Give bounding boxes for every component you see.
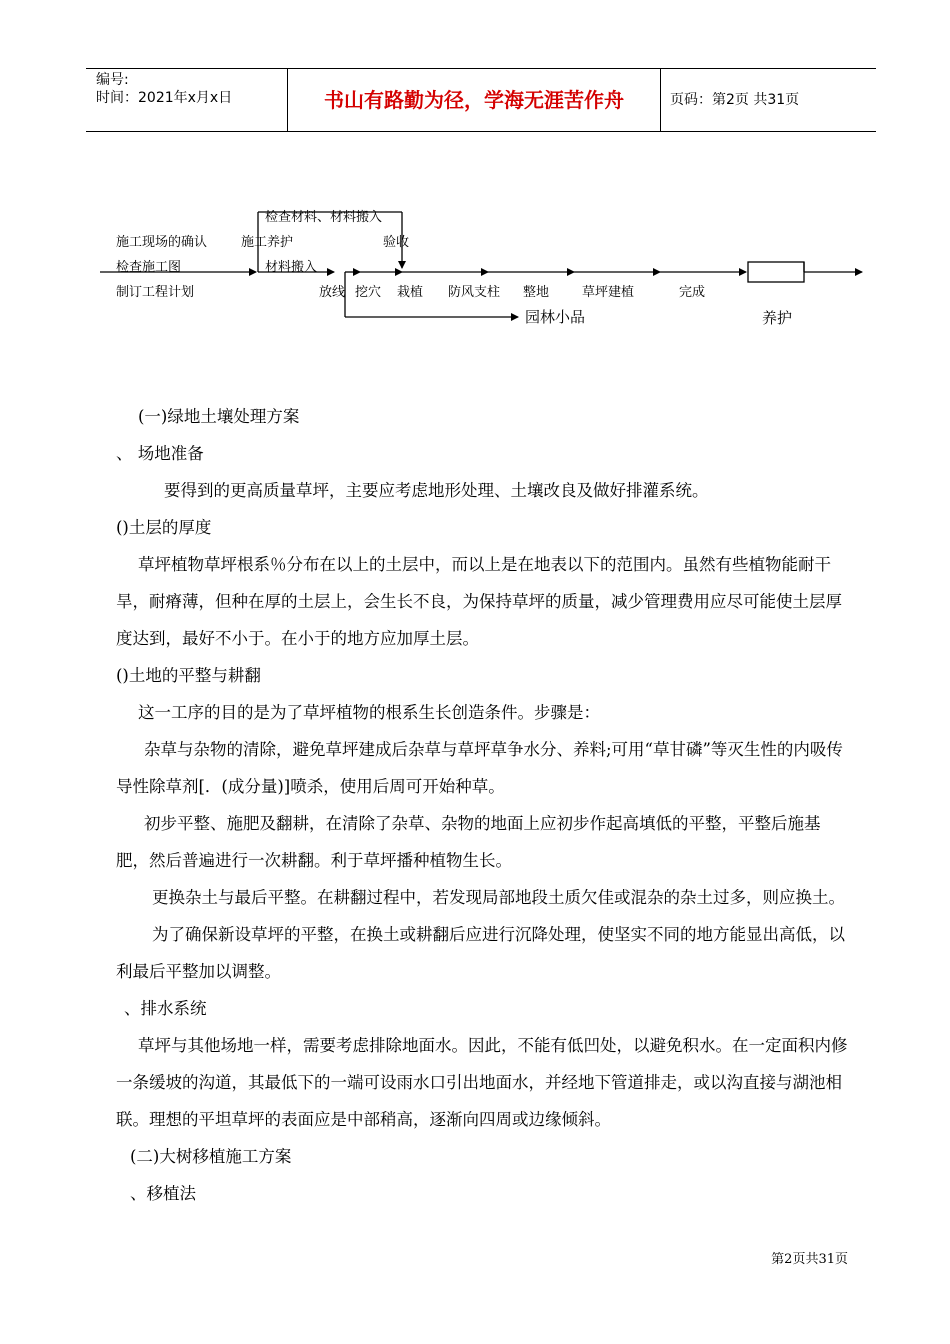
- construction-flowchart: [0, 190, 950, 340]
- flow-step-label: 放线: [319, 285, 346, 300]
- maintenance-box: [748, 262, 804, 282]
- flow-branch-label: 园林小品: [525, 308, 586, 326]
- flow-left-label: 施工现场的确认: [116, 235, 208, 250]
- page-header: [86, 68, 876, 132]
- section-heading: (二)大树移植施工方案: [130, 1147, 292, 1166]
- paragraph: 要得到的更高质量草坪，主要应考虑地形处理、土壤改良及做好排灌系统。: [164, 481, 709, 500]
- flow-top-label: 检查材料、材料搬入: [265, 210, 383, 225]
- paragraph: 为了确保新设草坪的平整，在换土或耕翻后应进行沉降处理，使坚实不同的地方能显出高低，以利最后平整加以调整。: [116, 925, 845, 981]
- subsection-heading: 、 场地准备: [116, 444, 204, 463]
- flow-step-label: 整地: [523, 285, 550, 300]
- header-divider: [660, 69, 661, 131]
- subsection-heading: ()土层的厚度: [116, 518, 212, 537]
- subsection-heading: 、排水系统: [124, 999, 207, 1018]
- flow-left-label: 制订工程计划: [116, 285, 195, 300]
- flow-step-label: 草坪建植: [582, 285, 635, 300]
- flow-step-label: 完成: [679, 285, 706, 300]
- header-meta: [96, 69, 286, 131]
- document-body: [116, 398, 852, 1212]
- header-motto: 书山有路勤为径，学海无涯苦作舟: [324, 88, 624, 112]
- number-label: 编号:: [96, 72, 129, 88]
- flow-step-label: 栽植: [397, 285, 424, 300]
- flow-step-label: 防风支柱: [448, 285, 501, 300]
- flow-top-label: 施工养护: [241, 235, 294, 250]
- subsection-heading: ()土地的平整与耕翻: [116, 666, 261, 685]
- flow-left-label: 检查施工图: [116, 260, 182, 275]
- page-footer: 第2页共31页: [771, 1252, 848, 1267]
- paragraph: 杂草与杂物的清除，避免草坪建成后杂草与草坪草争水分、养料;可用“草甘磷”等灭生性的内吸传导性除草剂[．(成分量)]喷杀，使用后周可开始种草。: [116, 740, 843, 796]
- subsection-heading: 、移植法: [130, 1184, 196, 1203]
- header-page-number: 页码：第2页 共31页: [670, 92, 800, 108]
- paragraph: 草坪与其他场地一样，需要考虑排除地面水。因此，不能有低凹处，以避免积水。在一定面积内修一条缓坡的沟道，其最低下的一端可设雨水口引出地面水，并经地下管道排走，或以沟直接与湖池相联。理想的平坦草坪的表面应是中部稍高，逐渐向四周或边缘倾斜。: [116, 1036, 848, 1129]
- section-heading: (一)绿地土壤处理方案: [138, 407, 300, 426]
- flow-top-label: 验收: [383, 235, 410, 250]
- paragraph: 这一工序的目的是为了草坪植物的根系生长创造条件。步骤是：: [138, 703, 600, 722]
- flow-step-label: 挖穴: [355, 285, 382, 300]
- time-label: 时间：2021年x月x日: [96, 90, 233, 106]
- paragraph: 更换杂土与最后平整。在耕翻过程中，若发现局部地段土质欠佳或混杂的杂土过多，则应换土。: [152, 888, 845, 907]
- paragraph: 初步平整、施肥及翻耕，在清除了杂草、杂物的地面上应初步作起高填低的平整，平整后施基肥，然后普遍进行一次耕翻。利于草坪播种植物生长。: [116, 814, 821, 870]
- flow-maintenance-label: 养护: [762, 309, 793, 327]
- flow-top-label: 材料搬入: [265, 260, 318, 275]
- paragraph: 草坪植物草坪根系％分布在以上的土层中，而以上是在地表以下的范围内。虽然有些植物能耐干旱，耐瘠薄，但种在厚的土层上，会生长不良，为保持草坪的质量，减少管理费用应尽可能使土层厚度达到，最好不小于。在小于的地方应加厚土层。: [116, 555, 842, 648]
